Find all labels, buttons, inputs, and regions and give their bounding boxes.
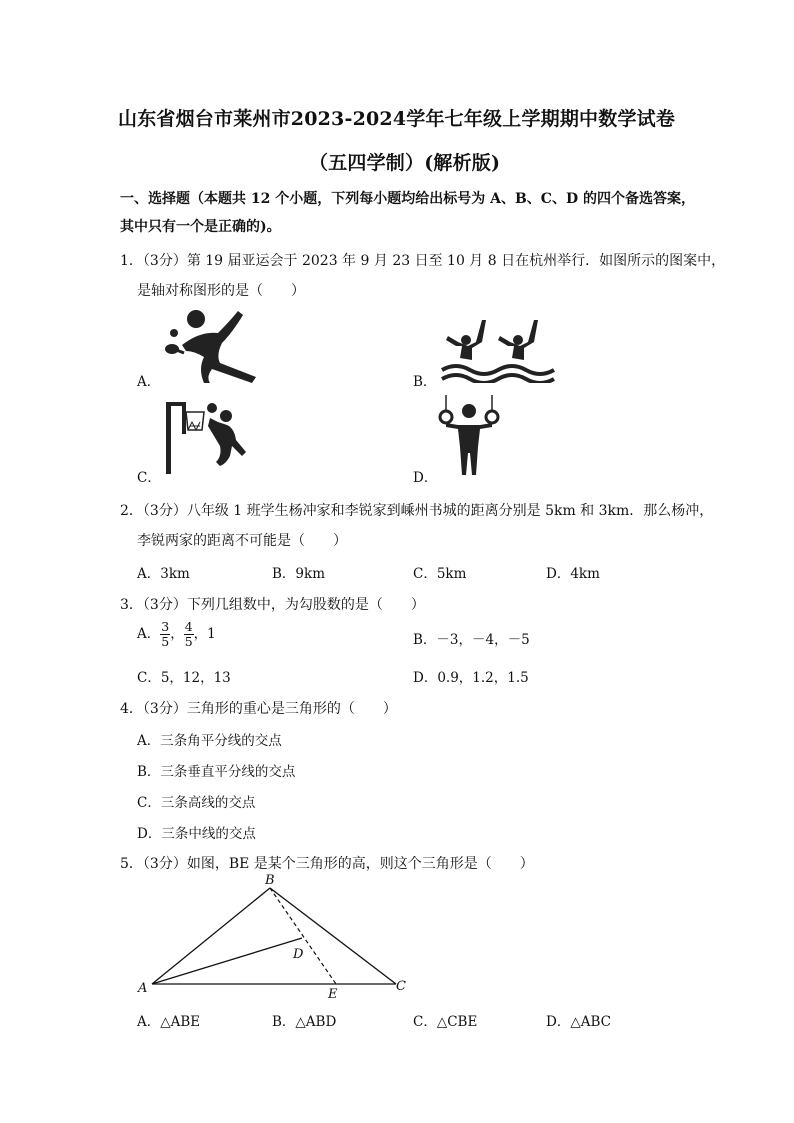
segment-bc (270, 888, 396, 984)
q1-option-a: A． (137, 374, 161, 390)
q1-stem-line1: 1．（3分）第 19 届亚运会于 2023 年 9 月 23 日至 10 月 8 日在杭州举行．如图所示的图案中， (120, 253, 726, 269)
fraction-numerator: 4 (184, 619, 193, 634)
q3-option-a-suffix: ，1 (193, 626, 216, 642)
q4-option-c: C．三条高线的交点 (137, 795, 256, 811)
q1-option-d: D． (413, 470, 438, 486)
page-title-line1: 山东省烟台市莱州市2023-2024学年七年级上学期期中数学试卷 (118, 108, 676, 130)
q2-option-a: A．3km (137, 566, 190, 582)
segment-ab (152, 888, 270, 984)
q5-stem: 5．（3分）如图，BE 是某个三角形的高，则这个三角形是（ ） (120, 856, 534, 872)
section-header-line2: 其中只有一个是正确的)。 (120, 219, 281, 235)
q3-option-d: D．0.9，1.2，1.5 (413, 670, 529, 686)
q2-option-c: C．5km (413, 566, 467, 582)
synchronized-swimming-icon (438, 318, 558, 383)
q5-option-b: B．△ABD (272, 1014, 337, 1030)
point-label-e: E (328, 987, 338, 1002)
page-title-line2: （五四学制）(解析版) (309, 152, 501, 174)
q2-stem-line1: 2．（3分）八年级 1 班学生杨冲家和李锐家到嵊州书城的距离分别是 5km 和 3km．那么杨冲， (120, 503, 714, 519)
q3-option-c: C．5，12，13 (137, 670, 231, 686)
point-label-d: D (293, 947, 304, 962)
vertex-label-c: C (396, 979, 406, 994)
gymnastics-rings-icon (436, 395, 506, 480)
q1-option-b: B． (413, 374, 437, 390)
fraction-denominator: 5 (184, 634, 193, 649)
vertex-label-a: A (138, 981, 148, 996)
fraction-four-fifths (184, 620, 194, 649)
q2-option-d: D．4km (546, 566, 600, 582)
q1-stem-line2: 是轴对称图形的是（ ） (137, 283, 305, 299)
q3-option-a-prefix: A． (137, 626, 161, 642)
triangle-figure (130, 872, 420, 1002)
table-tennis-icon (160, 305, 270, 385)
q2-option-b: B．9km (272, 566, 325, 582)
vertex-label-b: B (265, 873, 275, 888)
q1-option-c: C． (137, 470, 161, 486)
q4-option-a: A．三条角平分线的交点 (137, 733, 282, 749)
q5-option-d: D．△ABC (546, 1014, 611, 1030)
q3-option-a-sep: ， (170, 626, 184, 642)
q4-option-b: B．三条垂直平分线的交点 (137, 764, 296, 780)
q3-stem: 3．（3分）下列几组数中，为勾股数的是（ ） (120, 597, 425, 613)
q5-option-c: C．△CBE (413, 1014, 478, 1030)
segment-ad (152, 938, 302, 984)
q2-stem-line2: 李锐两家的距离不可能是（ ） (137, 533, 347, 549)
q3-option-b: B．－3，－4，－5 (413, 632, 530, 648)
q4-option-d: D．三条中线的交点 (137, 826, 256, 842)
fraction-three-fifths (160, 620, 170, 649)
q3-option-a (137, 620, 216, 649)
dashed-height-be (270, 888, 336, 984)
fraction-denominator: 5 (161, 634, 170, 649)
fraction-numerator: 3 (161, 619, 170, 634)
basketball-icon (160, 400, 260, 475)
q4-stem: 4．（3分）三角形的重心是三角形的（ ） (120, 701, 397, 717)
section-header-line1: 一、选择题（本题共 12 个小题，下列每小题均给出标号为 A、B、C、D 的四个备选答案， (120, 191, 695, 207)
q5-option-a: A．△ABE (137, 1014, 201, 1030)
